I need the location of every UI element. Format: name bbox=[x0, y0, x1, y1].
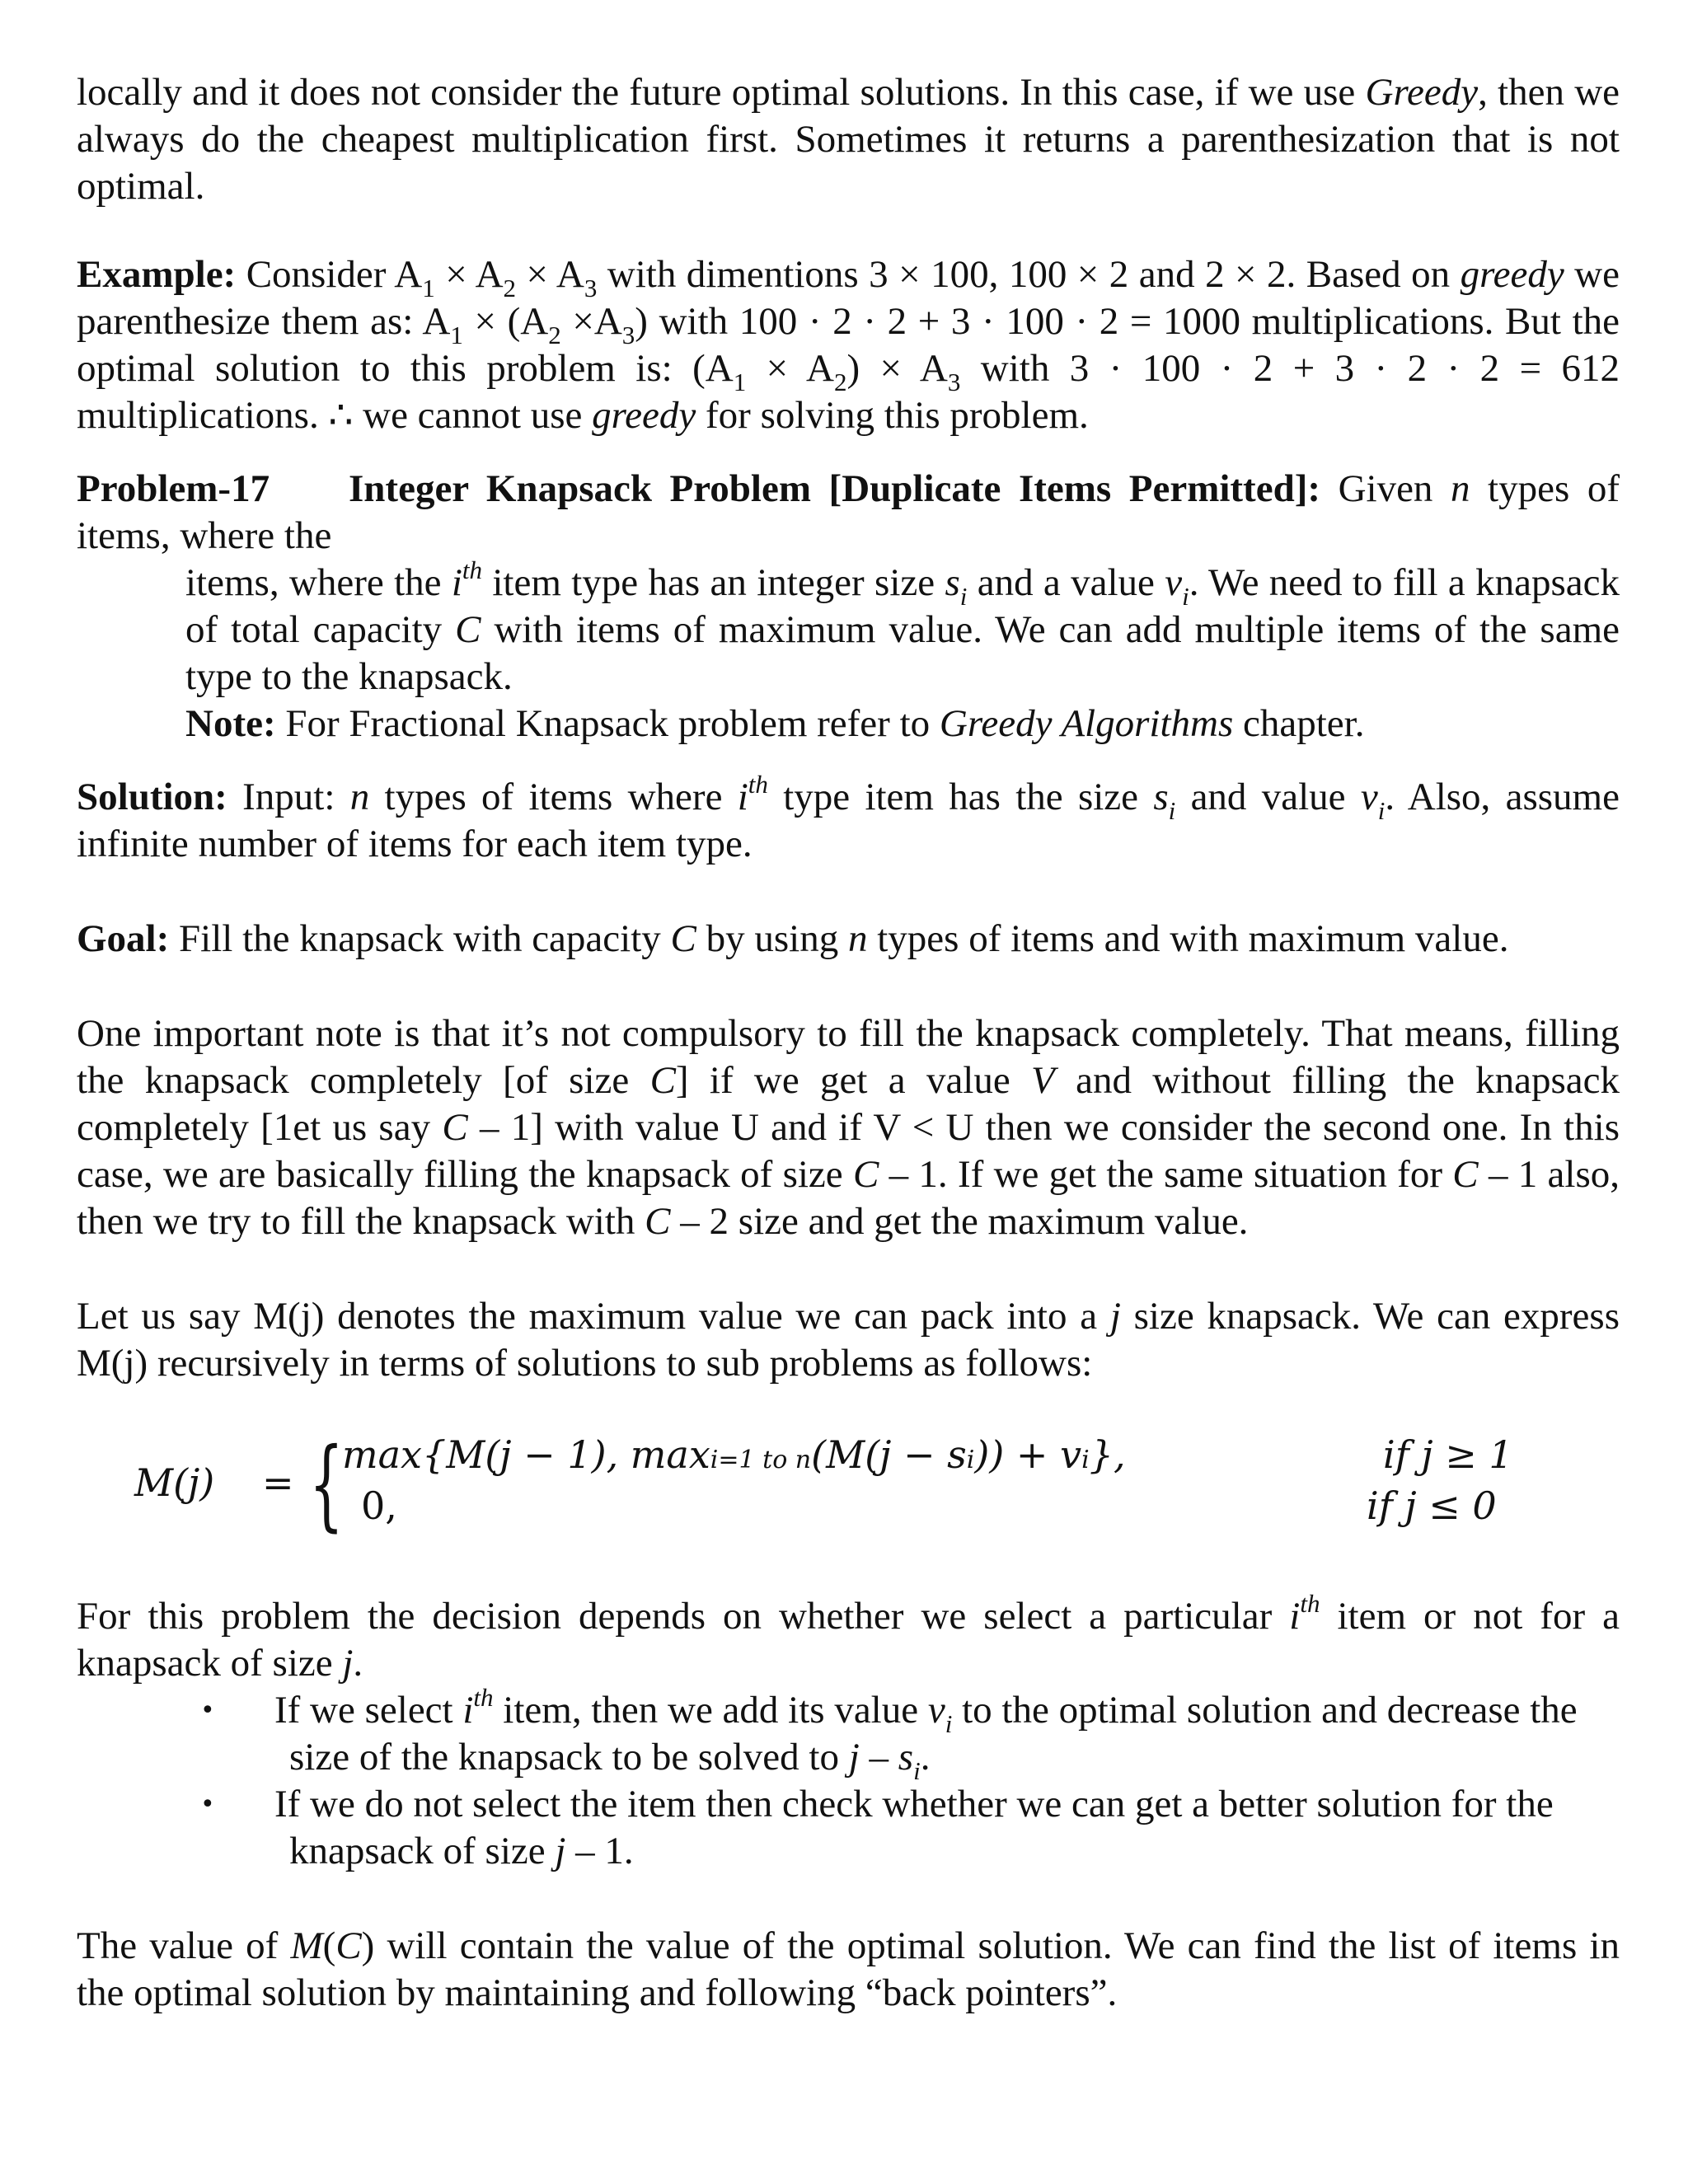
problem-block bbox=[77, 466, 1620, 748]
intro-paragraph: locally and it does not consider the future optimal solutions. In this case, if we use Greedy, then we always do the cheapest multiplication first. Sometimes it returns a parenthesization that is not optimal. bbox=[77, 71, 1620, 208]
problem-statement-cont: items, where the $i^{th}$ item type has an integer size $s_i$ and a value $v_i$. We need to fill a knapsack of total capacity C with items of maximum value. We can add multiple items of the same type to the knapsack. bbox=[185, 555, 1620, 698]
formula-case-2: 0, bbox=[361, 1483, 397, 1528]
problem-label: Problem-17 bbox=[77, 467, 270, 510]
page-content bbox=[77, 69, 1620, 2017]
bullet-icon: • bbox=[200, 1790, 215, 1819]
problem-statement: Problem-17 Integer Knapsack Problem [Duplicate Items Permitted]: Given n types of items, where the bbox=[77, 467, 1620, 557]
formula-condition-1: if j ≥ 1 bbox=[1383, 1432, 1513, 1477]
note-paragraph: One important note is that it’s not compulsory to fill the knapsack completely. That means, filling the knapsack completely [of size C] if we get a value V and without filling the knapsack completely [1et us say C – 1] with value U and if V < U then we consider the second one. In this case, we are basically filling the knapsack of size C – 1. If we get the same situation for C – 1 also, then we try to fill the knapsack with C – 2 size and get the maximum value. bbox=[77, 1012, 1620, 1243]
bullet-item-skip: • If we do not select the item then check whether we can get a better solution for the knapsack of size j – 1. bbox=[200, 1783, 1554, 1872]
goal-paragraph: Goal: Fill the knapsack with capacity C by using n types of items and with maximum value. bbox=[77, 917, 1509, 960]
decision-bullets bbox=[77, 1683, 1620, 1875]
formula-equals: = bbox=[262, 1460, 294, 1505]
solution-paragraph: Solution: Input: n types of items where $i^{th}$ type item has the size $s_i$ and value $v_i$. Also, assume infinite number of items for each item type. bbox=[77, 770, 1620, 865]
example-paragraph: Example: Consider $A_1 \times A_2 \times A_3$ with dimentions 3 × 100, 100 × 2 and 2 × 2. Based on greedy we parenthesize them as: $A_1 \times (A_2 \times A_3)$ with 100 · 2 · 2 + 3 · 100 · 2 = 1000 multiplications. But the optimal solution to this problem is: $(A_1 \times A_2) \times A_3$ with 3 · 100 · 2 + 3 · 2 · 2 = 612 multiplications. ∴ we cannot use greedy for solving this problem. bbox=[77, 253, 1620, 437]
recurrence-formula bbox=[77, 1428, 1620, 1552]
solution-label: Solution: bbox=[77, 776, 227, 818]
formula-condition-2: if j ≤ 0 bbox=[1367, 1483, 1497, 1528]
conclusion-paragraph: The value of M(C) will contain the value of the optimal solution. We can find the list of items in the optimal solution by maintaining and following “back pointers”. bbox=[77, 1924, 1620, 2014]
goal-label: Goal: bbox=[77, 917, 170, 960]
bullet-icon: • bbox=[200, 1696, 215, 1725]
problem-title: Integer Knapsack Problem [Duplicate Items Permitted]: bbox=[349, 467, 1321, 510]
formula-brace: { bbox=[309, 1427, 344, 1542]
formula-case-1: max{M(j − 1), maxi=1 to n(M(j − si)) + vi}, bbox=[342, 1432, 1126, 1477]
recursion-intro-paragraph: Let us say M(j) denotes the maximum value we can pack into a j size knapsack. We can express M(j) recursively in terms of solutions to sub problems as follows: bbox=[77, 1295, 1620, 1385]
formula-lhs: M(j) bbox=[134, 1460, 215, 1505]
problem-note: Note: For Fractional Knapsack problem refer to Greedy Algorithms chapter. bbox=[185, 702, 1365, 745]
bullet-item-select: • If we select $i^{th}$ item, then we add its value $v_i$ to the optimal solution and decrease the size of the knapsack to be solved to j – $s_i$. bbox=[200, 1683, 1578, 1785]
example-label: Example: bbox=[77, 253, 237, 296]
decision-paragraph: For this problem the decision depends on whether we select a particular $i^{th}$ item or not for a knapsack of size j. bbox=[77, 1589, 1620, 1685]
